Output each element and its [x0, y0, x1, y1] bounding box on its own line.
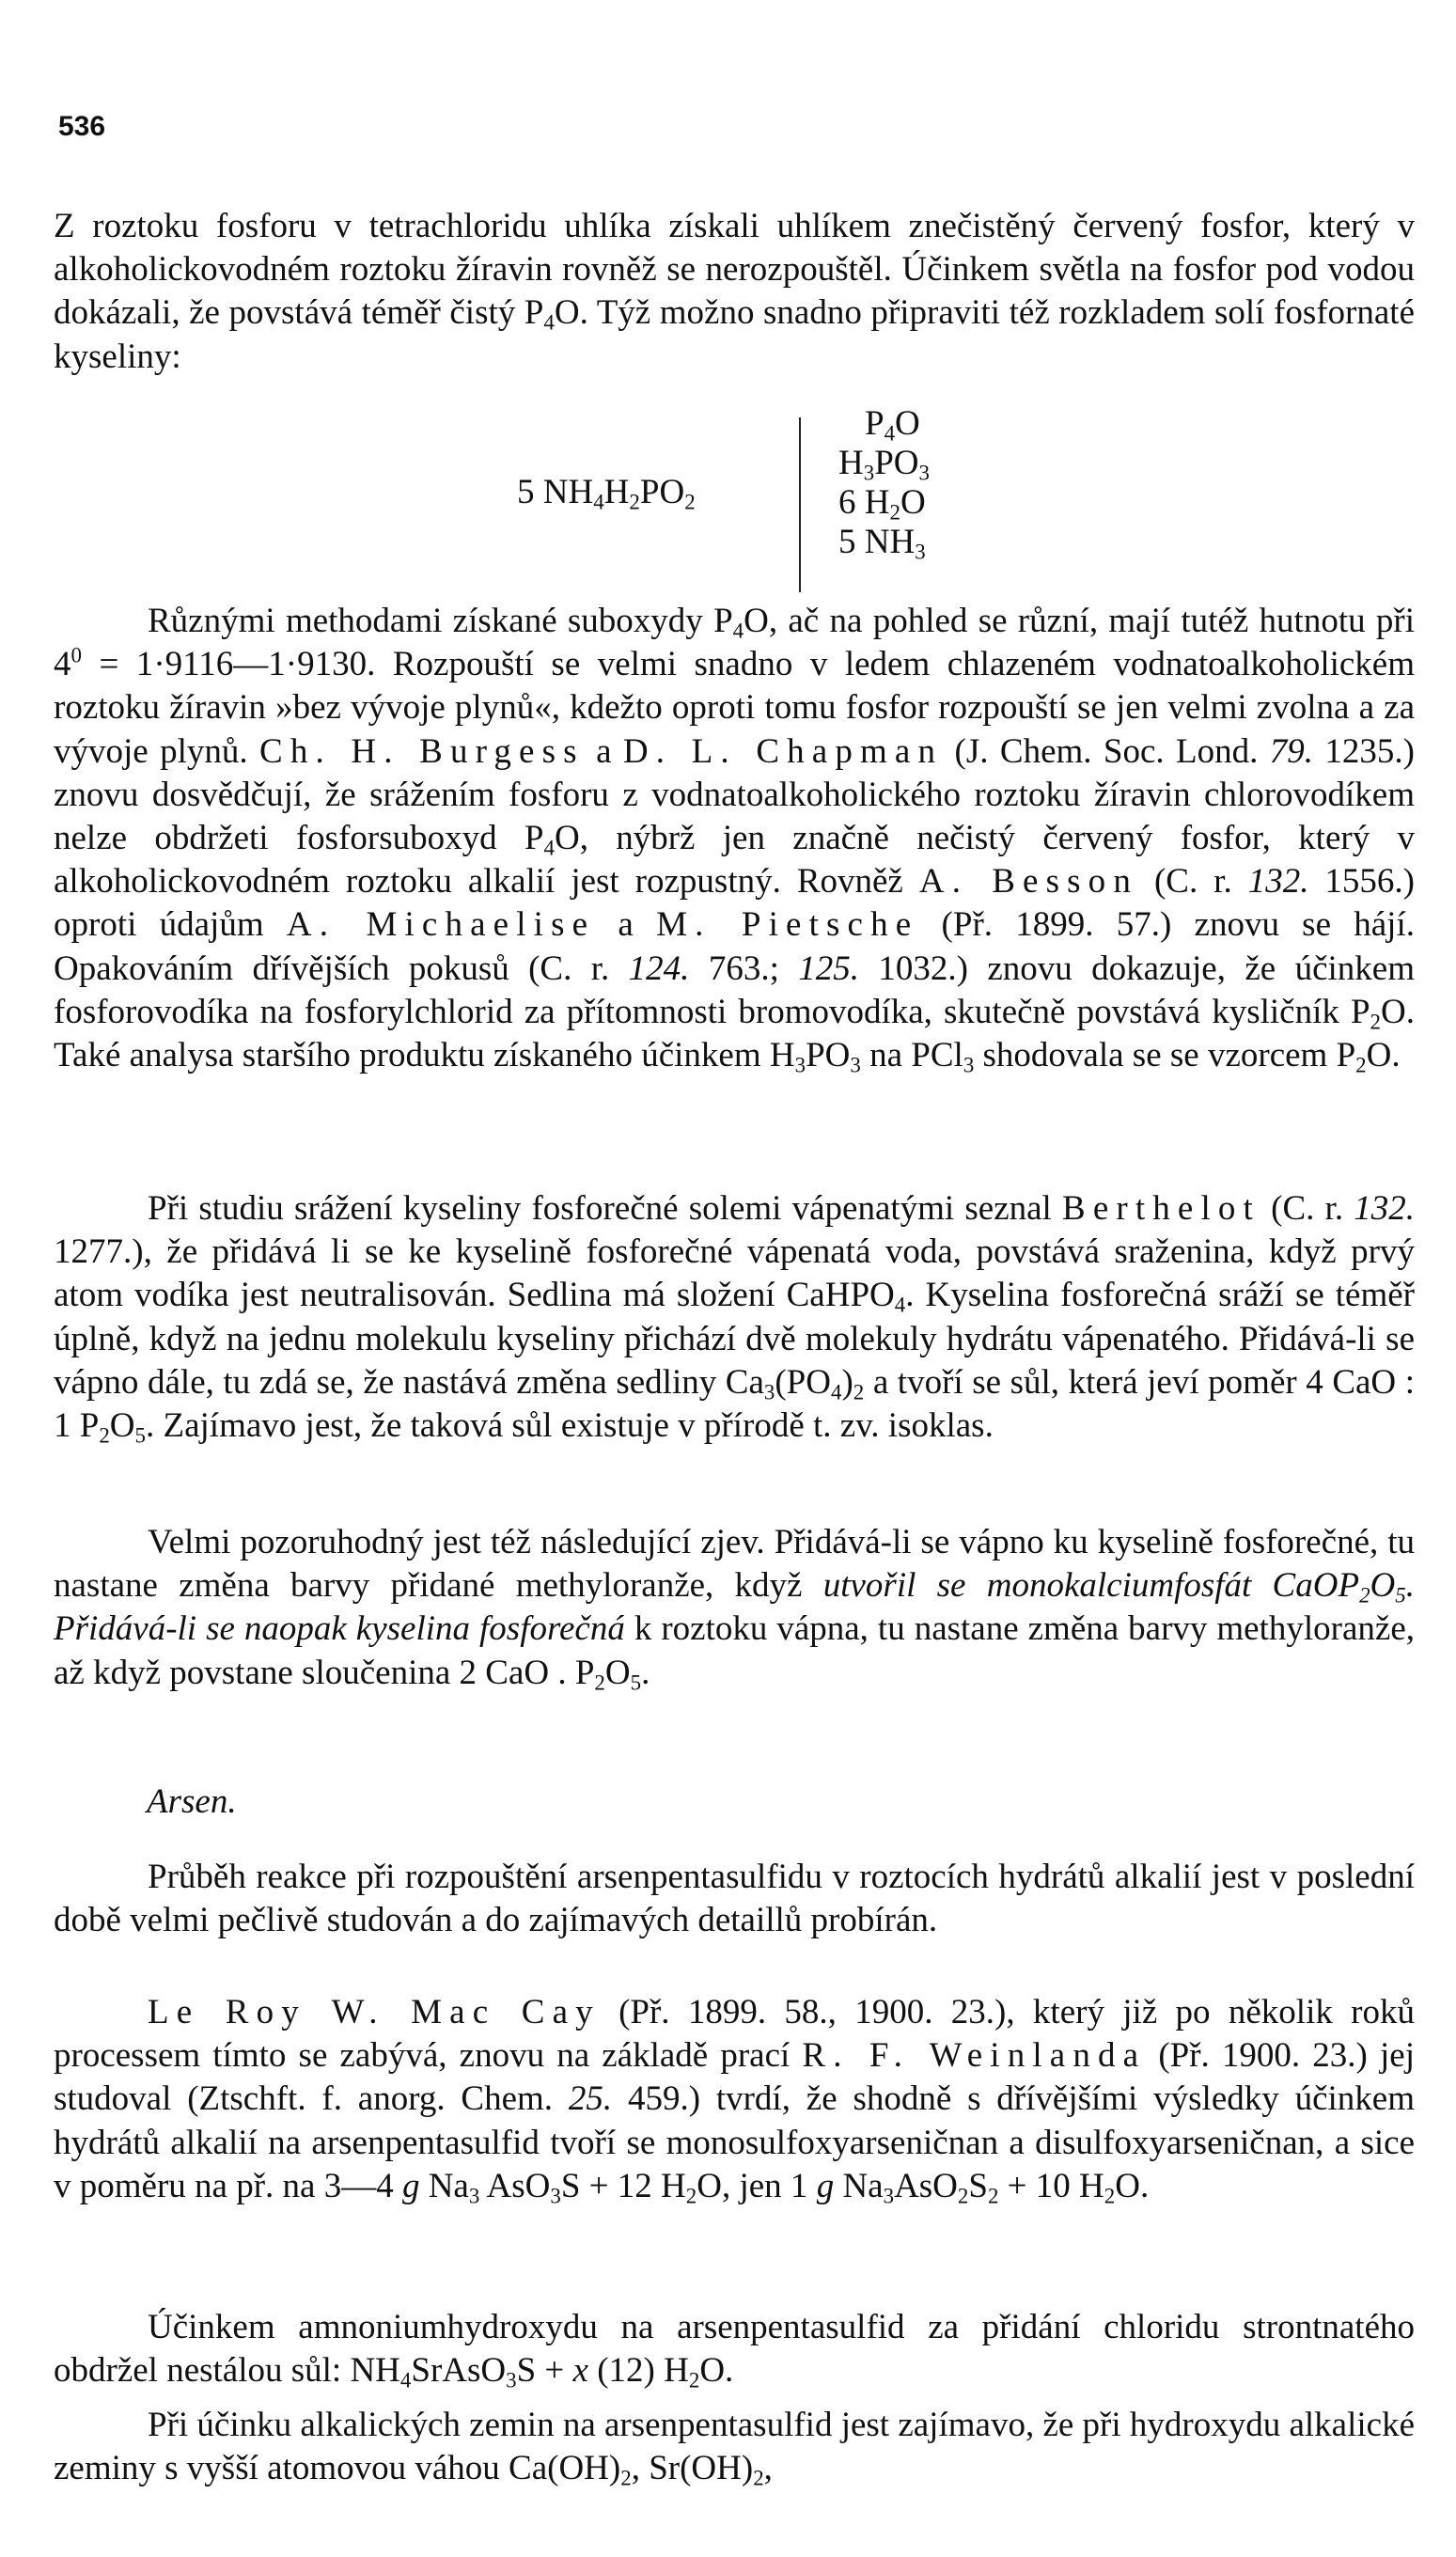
section-heading-arsen: Arsen.	[147, 1782, 237, 1821]
paragraph-6: Le Roy W. Mac Cay (Př. 1899. 58., 1900. 23.), který již po několik roků processem tímto se zabývá, znovu na základě prací R. F. Weinlanda (Př. 1900. 23.) jej studoval (Ztschft. f. anorg. Chem. 25. 459.) tvrdí, že shodně s dřívějšími výsledky účinkem hydrátů alkalií na arsenpentasulfid tvoří se monosulfoxyarseničnan a disulfoxyarseničnan, a sice v poměru na př. na 3—4 g $Na_3$ AsO$_3$S + 12 $H_2O$, jen 1 g $Na_3AsO_2S_2 + 10$ $H_2O$.	[54, 1993, 1415, 2208]
reaction-reactant: 5 $NH_4H_2PO_2$	[517, 473, 696, 514]
paragraph-2: Různými methodami získané suboxydy $P_4O$, ač na pohled se různí, mají tutéž hutnotu při $4^0$ = 1·9116—1·9130. Rozpouští se velmi snadno v ledem chlazeném vodnatoalkoholickém roztoku žíravin »bez vývoje plynů«, kdežto oproti tomu fosfor rozpouští se jen velmi zvolna a za vývoje plynů. Ch. H. Burgess a D. L. Chapman (J. Chem. Soc. Lond. 79. 1235.) znovu dosvědčují, že srážením fosforu z vodnatoalkoholického roztoku žíravin chlorovodíkem nelze obdržeti fosforsuboxyd $P_4O$, nýbrž jen značně nečistý červený fosfor, který v alkoholickovodném roztoku alkalií jest rozpustný. Rovněž A. Besson (C. r. 132. 1556.) oproti údajům A. Michaelise a M. Pietsche (Př. 1899. 57.) znovu se hájí. Opakováním dřívějších pokusů (C. r. 124. 763.; 125. 1032.) znovu dokazuje, že účinkem fosforovodíka na fosforylchlorid za přítomnosti bromovodíka, skutečně povstává kysličník $P_2O$. Také analysa staršího produktu získaného účinkem $H_3PO_3$ na PCl$_3$ shodovala se se vzorcem $P_2O$.	[54, 602, 1416, 1077]
reaction-divider	[799, 417, 801, 592]
reaction-scheme	[0, 404, 1456, 606]
paragraph-3: Při studiu srážení kyseliny fosforečné solemi vápenatými seznal Berthelot (C. r. 132. 1277.), že přidává li se ke kyselině fosforečné vápenatá voda, povstává sraženina, když prvý atom vodíka jest neutralisován. Sedlina má složení CaHPO$_4$. Kyselina fosforečná sráží se téměř úplně, když na jednu molekulu kyseliny přichází dvě molekuly hydrátu vápenatého. Přidává-li se vápno dále, tu zdá se, že nastává změna sedliny $Ca_3(PO_4)_2$ a tvoří se sůl, která jeví poměr 4 CaO : 1 $P_2O_5$. Zajímavo jest, že taková sůl existuje v přírodě t. zv. isoklas.	[54, 1189, 1416, 1448]
paragraph-4: Velmi pozoruhodný jest též následující zjev. Přidává-li se vápno ku kyselině fosforečné, tu nastane změna barvy přidané methyloranže, když utvořil se monokalciumfosfát $CaOP_2O_5$. Přidává-li se naopak kyselina fosforečná k roztoku vápna, tu nastane změna barvy methyloranže, až když povstane sloučenina 2 CaO . $P_2O_5$.	[54, 1523, 1415, 1695]
reaction-products: $P_4O$ $H_3PO_3$ 6 $H_2O$ 5 $NH_3$	[838, 404, 930, 564]
paragraph-5: Průběh reakce při rozpouštění arsenpentasulfidu v roztocích hydrátů alkalií jest v poslední době velmi pečlivě studován a do zajímavých detaillů probírán.	[54, 1858, 1415, 1940]
paragraph-1: Z roztoku fosforu v tetrachloridu uhlíka získali uhlíkem znečistěný červený fosfor, který v alkoholickovodném roztoku žíravin rovněž se nerozpouštěl. Účinkem světla na fosfor pod vodou dokázali, že povstává téměř čistý $P_4O$. Týž možno snadno připraviti též rozkladem solí fosfornaté kyseliny:	[54, 207, 1415, 376]
paragraph-7: Účinkem amnoniumhydroxydu na arsenpentasulfid za přidání chloridu strontnatého obdržel nestálou sůl: $NH_4SrAsO_3S + x$ (12) $H_2O$.	[54, 2308, 1415, 2392]
paragraph-8: Při účinku alkalických zemin na arsenpentasulfid jest zajímavo, že při hydroxydu alkalické zeminy s vyšší atomovou váhou $Ca(OH)_2$, $Sr(OH)_2$,	[54, 2406, 1415, 2490]
page-number: 536	[58, 111, 106, 142]
